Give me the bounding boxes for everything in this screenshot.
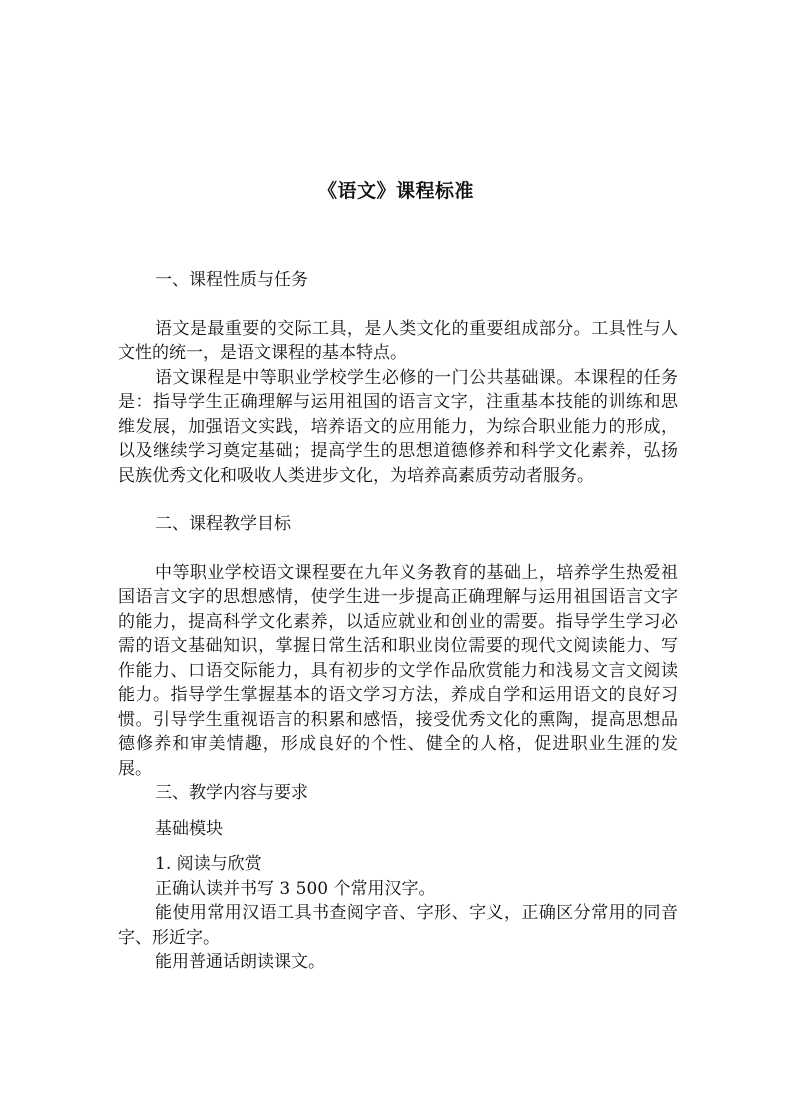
- paragraph: 正确认读并书写 3 500 个常用汉字。: [155, 878, 436, 899]
- document-title: 《语文》课程标准: [317, 180, 474, 202]
- paragraph: 能使用常用汉语工具书查阅字音、字形、字义，正确区分常用的同音字、形近字。: [118, 903, 678, 948]
- document-body: [118, 268, 678, 975]
- module-heading: 基础模块: [155, 818, 223, 839]
- paragraph: 能用普通话朗读课文。: [155, 952, 325, 972]
- paragraph: 语文课程是中等职业学校学生必修的一门公共基础课。本课程的任务是：指导学生正确理解与运用祖国的语言文字，注重基本技能的训练和思维发展，加强语文实践，培养语文的应用能力，为综合职业能力的形成，以及继续学习奠定基础；提高学生的思想道德修养和科学文化素养，弘扬民族优秀文化和吸收人类进步文化，为培养高素质劳动者服务。: [118, 367, 678, 486]
- item-heading-reading: 1. 阅读与欣赏: [155, 854, 262, 874]
- section-heading-teaching-goals: 二、课程教学目标: [155, 514, 291, 534]
- section-heading-content-requirements: 三、教学内容与要求: [155, 783, 308, 803]
- section-heading-nature-tasks: 一、课程性质与任务: [155, 270, 308, 290]
- paragraph: 中等职业学校语文课程要在九年义务教育的基础上，培养学生热爱祖国语言文字的思想感情，使学生进一步提高正确理解与运用祖国语言文字的能力，提高科学文化素养，以适应就业和创业的需要。指导学生学习必需的语文基础知识，掌握日常生活和职业岗位需要的现代文阅读能力、写作能力、口语交际能力，具有初步的文学作品欣赏能力和浅易文言文阅读能力。指导学生掌握基本的语文学习方法，养成自学和运用语文的良好习惯。引导学生重视语言的积累和感悟，接受优秀文化的熏陶，提高思想品德修养和审美情趣，形成良好的个性、健全的人格，促进职业生涯的发展。: [118, 562, 678, 779]
- paragraph: 语文是最重要的交际工具，是人类文化的重要组成部分。工具性与人文性的统一，是语文课程的基本特点。: [118, 318, 678, 363]
